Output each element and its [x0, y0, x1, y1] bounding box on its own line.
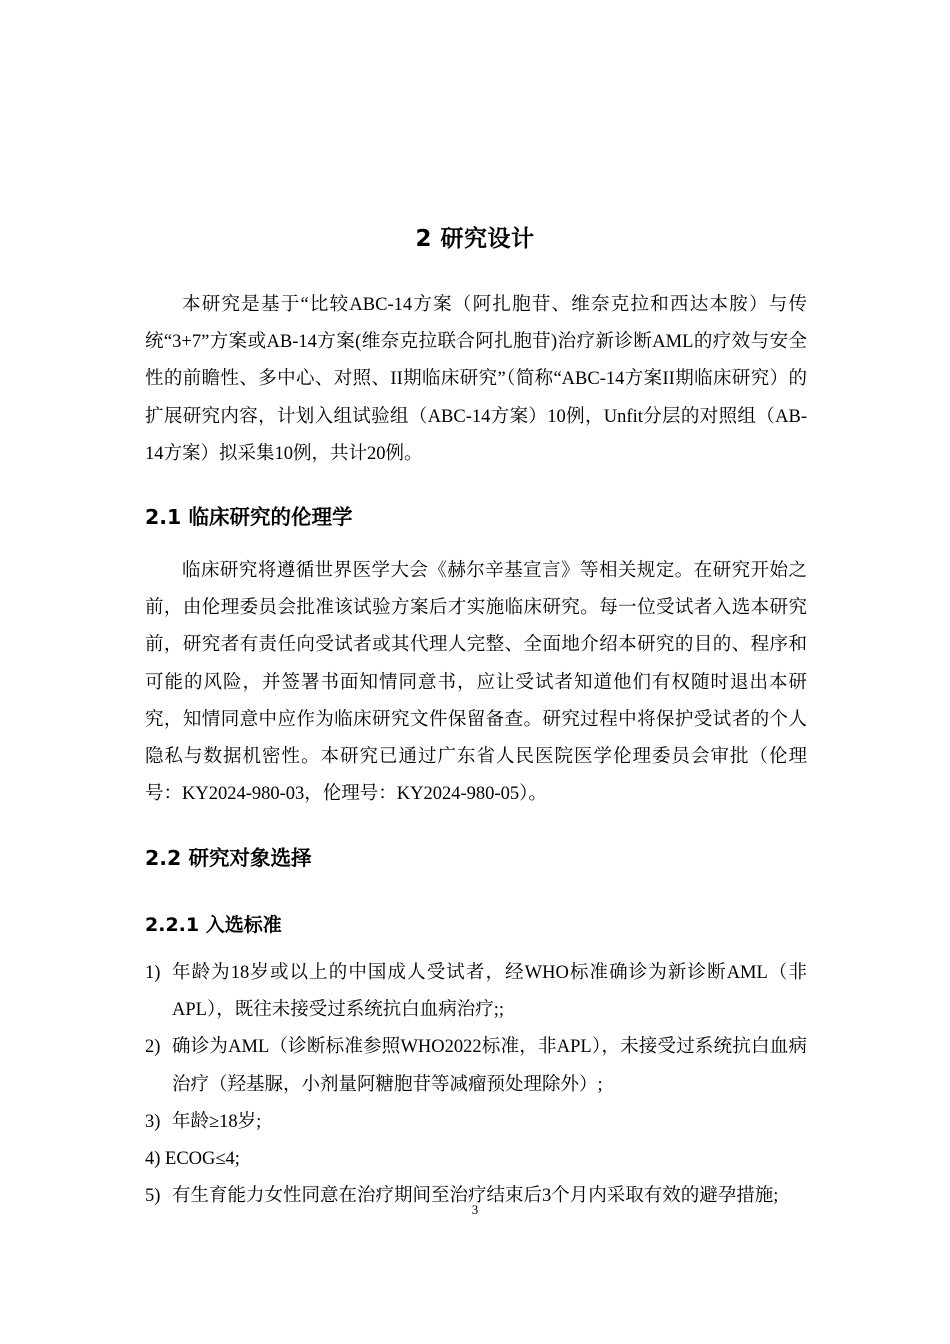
list-item-text: 确诊为AML（诊断标准参照WHO2022标准，非APL），未接受过系统抗白血病治疗（羟基脲，小剂量阿糖胞苷等减瘤预处理除外）;	[172, 1037, 807, 1095]
list-item-text: 有生育能力女性同意在治疗期间至治疗结束后3个月内采取有效的避孕措施;	[172, 1186, 779, 1207]
list-item	[145, 955, 807, 1029]
section-2-2-heading: 2.2 研究对象选择	[145, 846, 312, 870]
list-item-text: ECOG≤4;	[165, 1149, 240, 1170]
list-item-text: 年龄为18岁或以上的中国成人受试者，经WHO标准确诊为新诊断AML（非APL），既往未接受过系统抗白血病治疗;;	[172, 963, 807, 1021]
list-item-number: 4)	[145, 1149, 166, 1170]
ethics-paragraph: 临床研究将遵循世界医学大会《赫尔辛基宣言》等相关规定。在研究开始之前，由伦理委员会批准该试验方案后才实施临床研究。每一位受试者入选本研究前，研究者有责任向受试者或其代理人完整、全面地介绍本研究的目的、程序和可能的风险，并签署书面知情同意书，应让受试者知道他们有权随时退出本研究，知情同意中应作为临床研究文件保留备查。研究过程中将保护受试者的个人隐私与数据机密性。本研究已通过广东省人民医院医学伦理委员会审批（伦理号：KY2024-980-03，伦理号：KY2024-980-05）。	[145, 561, 807, 805]
list-item-number: 5)	[145, 1186, 161, 1207]
page-number: 3	[471, 1202, 479, 1217]
list-item	[145, 1104, 807, 1141]
inclusion-criteria-list	[145, 955, 807, 1215]
list-item	[145, 1029, 807, 1103]
list-item	[145, 1141, 807, 1178]
intro-paragraph: 本研究是基于“比较ABC-14方案（阿扎胞苷、维奈克拉和西达本胺）与传统“3+7”方案或AB-14方案(维奈克拉联合阿扎胞苷)治疗新诊断AML的疗效与安全性的前瞻性、多中心、对照、II期临床研究”（简称“ABC-14方案II期临床研究）的扩展研究内容，计划入组试验组（ABC-14方案）10例，Unfit分层的对照组（AB-14方案）拟采集10例，共计20例。	[145, 295, 807, 464]
chapter-title: 2 研究设计	[415, 226, 535, 252]
section-2-1-heading: 2.1 临床研究的伦理学	[145, 505, 353, 529]
list-item-number: 3)	[145, 1111, 161, 1132]
list-item-text: 年龄≥18岁;	[172, 1111, 262, 1132]
list-item-number: 1)	[145, 963, 161, 983]
list-item-number: 2)	[145, 1037, 161, 1058]
section-2-2-1-heading: 2.2.1 入选标准	[145, 914, 282, 936]
